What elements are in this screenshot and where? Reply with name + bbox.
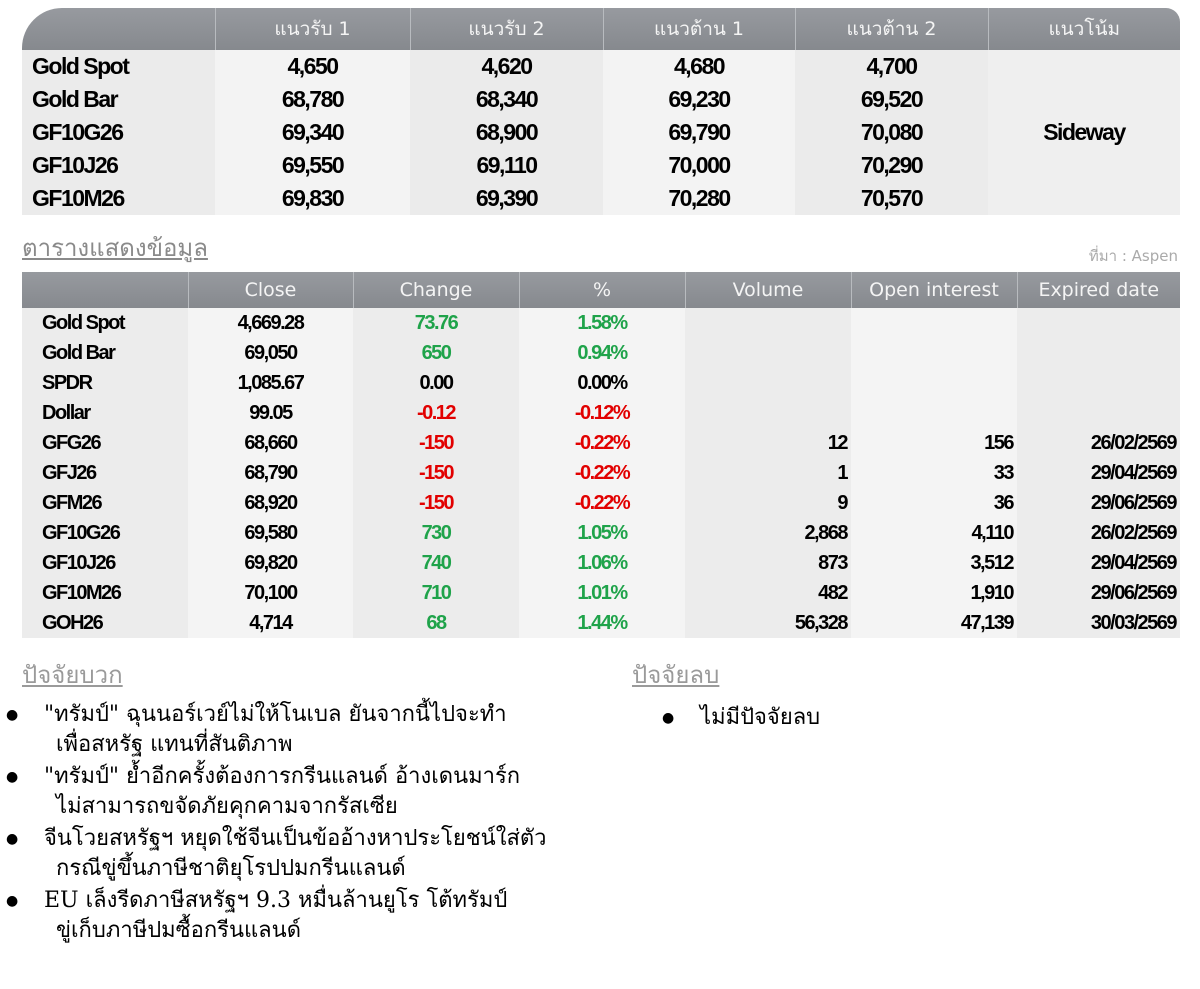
- percent-change: 0.94%: [519, 338, 685, 368]
- change-value: -0.12: [353, 398, 519, 428]
- volume-value: 12: [685, 428, 851, 458]
- open-interest-value: 47,139: [851, 608, 1017, 638]
- level-s2: 68,900: [410, 116, 603, 149]
- open-interest-value: 156: [851, 428, 1017, 458]
- factor-text: "ทรัมป์" ฉุนนอร์เวย์ไม่ให้โนเบล ยันจากนี้ไปจะทำ: [44, 702, 507, 727]
- market-data-table: [22, 272, 1180, 638]
- close-value: 68,790: [188, 458, 353, 488]
- positive-factors-list: [0, 700, 640, 948]
- level-s2: 69,390: [410, 182, 603, 215]
- close-value: 68,920: [188, 488, 353, 518]
- table-row: [22, 608, 1180, 638]
- factor-text: EU เล็งรีดภาษีสหรัฐฯ 9.3 หมื่นล้านยูโร โต้ทรัมป์: [44, 888, 508, 913]
- negative-factors-list: [656, 703, 1156, 735]
- level-r1: 69,230: [603, 83, 795, 116]
- volume-value: [685, 368, 851, 398]
- volume-value: 482: [685, 578, 851, 608]
- expired-date: 29/06/2569: [1017, 578, 1180, 608]
- open-interest-value: [851, 368, 1017, 398]
- percent-change: 1.01%: [519, 578, 685, 608]
- volume-value: 873: [685, 548, 851, 578]
- volume-value: 1: [685, 458, 851, 488]
- table-row: [22, 548, 1180, 578]
- level-s1: 69,830: [215, 182, 410, 215]
- table-row: [22, 308, 1180, 338]
- change-value: -150: [353, 428, 519, 458]
- factor-text: ไม่มีปัจจัยลบ: [700, 705, 821, 730]
- column-header: Change: [353, 272, 519, 308]
- column-header: แนวรับ 1: [215, 8, 410, 50]
- level-r2: 69,520: [795, 83, 988, 116]
- factor-item: [656, 703, 1156, 733]
- support-resistance-table: [22, 8, 1180, 215]
- level-r1: 69,790: [603, 116, 795, 149]
- instrument-name: GF10J26: [22, 149, 215, 182]
- close-value: 1,085.67: [188, 368, 353, 398]
- level-s2: 69,110: [410, 149, 603, 182]
- open-interest-value: [851, 308, 1017, 338]
- table-row: [22, 578, 1180, 608]
- column-header: Volume: [685, 272, 851, 308]
- change-value: 730: [353, 518, 519, 548]
- change-value: 740: [353, 548, 519, 578]
- table-row: [22, 338, 1180, 368]
- close-value: 69,050: [188, 338, 353, 368]
- volume-value: 9: [685, 488, 851, 518]
- positive-factors-title: ปัจจัยบวก: [22, 661, 123, 689]
- factor-item: [0, 762, 640, 822]
- table-row: [22, 518, 1180, 548]
- column-header: แนวโน้ม: [988, 8, 1180, 50]
- instrument-name: Gold Spot: [22, 308, 188, 338]
- data-source: ที่มา : Aspen: [1088, 247, 1178, 265]
- close-value: 70,100: [188, 578, 353, 608]
- table-row: [22, 368, 1180, 398]
- level-r2: 4,700: [795, 50, 988, 83]
- table-row: [22, 50, 1180, 83]
- level-s2: 68,340: [410, 83, 603, 116]
- column-header: Open interest: [851, 272, 1017, 308]
- factor-text: จีนโวยสหรัฐฯ หยุดใช้จีนเป็นข้ออ้างหาประโยชน์ใส่ตัว: [44, 826, 547, 851]
- bullet-icon: ●: [6, 769, 19, 785]
- open-interest-value: 4,110: [851, 518, 1017, 548]
- expired-date: [1017, 368, 1180, 398]
- volume-value: [685, 338, 851, 368]
- instrument-name: Dollar: [22, 398, 188, 428]
- instrument-name: GF10M26: [22, 578, 188, 608]
- factor-text: "ทรัมป์" ย้ำอีกครั้งต้องการกรีนแลนด์ อ้างเดนมาร์ก: [44, 764, 521, 789]
- instrument-name: Gold Bar: [22, 83, 215, 116]
- expired-date: 26/02/2569: [1017, 518, 1180, 548]
- instrument-name: SPDR: [22, 368, 188, 398]
- level-s1: 4,650: [215, 50, 410, 83]
- table-row: [22, 488, 1180, 518]
- table-row: [22, 428, 1180, 458]
- instrument-name: GFJ26: [22, 458, 188, 488]
- expired-date: 29/06/2569: [1017, 488, 1180, 518]
- expired-date: 30/03/2569: [1017, 608, 1180, 638]
- level-r2: 70,290: [795, 149, 988, 182]
- close-value: 99.05: [188, 398, 353, 428]
- column-header: %: [519, 272, 685, 308]
- factor-text: กรณีขู่ขึ้นภาษีชาติยุโรปปมกรีนแลนด์: [56, 856, 406, 881]
- expired-date: 29/04/2569: [1017, 458, 1180, 488]
- instrument-name: GF10J26: [22, 548, 188, 578]
- column-header: [22, 8, 215, 50]
- volume-value: [685, 308, 851, 338]
- instrument-name: GF10G26: [22, 116, 215, 149]
- negative-factors-title: ปัจจัยลบ: [632, 661, 720, 689]
- percent-change: -0.12%: [519, 398, 685, 428]
- level-r1: 70,280: [603, 182, 795, 215]
- change-value: -150: [353, 488, 519, 518]
- volume-value: 56,328: [685, 608, 851, 638]
- expired-date: 29/04/2569: [1017, 548, 1180, 578]
- percent-change: 0.00%: [519, 368, 685, 398]
- factor-text: เพื่อสหรัฐ แทนที่สันติภาพ: [56, 732, 293, 757]
- close-value: 4,669.28: [188, 308, 353, 338]
- expired-date: [1017, 338, 1180, 368]
- open-interest-value: 33: [851, 458, 1017, 488]
- column-header: Close: [188, 272, 353, 308]
- expired-date: 26/02/2569: [1017, 428, 1180, 458]
- column-header: [22, 272, 188, 308]
- percent-change: 1.44%: [519, 608, 685, 638]
- open-interest-value: [851, 398, 1017, 428]
- level-r1: 4,680: [603, 50, 795, 83]
- close-value: 69,820: [188, 548, 353, 578]
- bullet-icon: ●: [662, 710, 675, 726]
- change-value: -150: [353, 458, 519, 488]
- column-header: แนวต้าน 2: [795, 8, 988, 50]
- level-s2: 4,620: [410, 50, 603, 83]
- column-header: Expired date: [1017, 272, 1180, 308]
- expired-date: [1017, 398, 1180, 428]
- volume-value: [685, 398, 851, 428]
- level-r1: 70,000: [603, 149, 795, 182]
- open-interest-value: 1,910: [851, 578, 1017, 608]
- percent-change: 1.58%: [519, 308, 685, 338]
- expired-date: [1017, 308, 1180, 338]
- percent-change: 1.05%: [519, 518, 685, 548]
- level-s1: 69,550: [215, 149, 410, 182]
- instrument-name: GF10G26: [22, 518, 188, 548]
- column-header: แนวรับ 2: [410, 8, 603, 50]
- instrument-name: GF10M26: [22, 182, 215, 215]
- factor-item: [0, 886, 640, 946]
- table-row: [22, 398, 1180, 428]
- change-value: 650: [353, 338, 519, 368]
- trend-value: Sideway: [988, 50, 1180, 215]
- bullet-icon: ●: [6, 831, 19, 847]
- instrument-name: Gold Bar: [22, 338, 188, 368]
- factor-text: ไม่สามารถขจัดภัยคุกคามจากรัสเซีย: [56, 794, 398, 819]
- instrument-name: GOH26: [22, 608, 188, 638]
- change-value: 0.00: [353, 368, 519, 398]
- open-interest-value: [851, 338, 1017, 368]
- open-interest-value: 3,512: [851, 548, 1017, 578]
- level-s1: 69,340: [215, 116, 410, 149]
- change-value: 68: [353, 608, 519, 638]
- open-interest-value: 36: [851, 488, 1017, 518]
- factor-text: ขู่เก็บภาษีปมซื้อกรีนแลนด์: [56, 918, 301, 943]
- instrument-name: Gold Spot: [22, 50, 215, 83]
- change-value: 73.76: [353, 308, 519, 338]
- percent-change: 1.06%: [519, 548, 685, 578]
- level-r2: 70,080: [795, 116, 988, 149]
- level-r2: 70,570: [795, 182, 988, 215]
- close-value: 69,580: [188, 518, 353, 548]
- bullet-icon: ●: [6, 707, 19, 723]
- close-value: 68,660: [188, 428, 353, 458]
- percent-change: -0.22%: [519, 458, 685, 488]
- percent-change: -0.22%: [519, 428, 685, 458]
- close-value: 4,714: [188, 608, 353, 638]
- change-value: 710: [353, 578, 519, 608]
- bullet-icon: ●: [6, 893, 19, 909]
- factor-item: [0, 824, 640, 884]
- table-row: [22, 458, 1180, 488]
- level-s1: 68,780: [215, 83, 410, 116]
- instrument-name: GFM26: [22, 488, 188, 518]
- factor-item: [0, 700, 640, 760]
- instrument-name: GFG26: [22, 428, 188, 458]
- column-header: แนวต้าน 1: [603, 8, 795, 50]
- volume-value: 2,868: [685, 518, 851, 548]
- data-table-title: ตารางแสดงข้อมูล: [22, 234, 208, 262]
- percent-change: -0.22%: [519, 488, 685, 518]
